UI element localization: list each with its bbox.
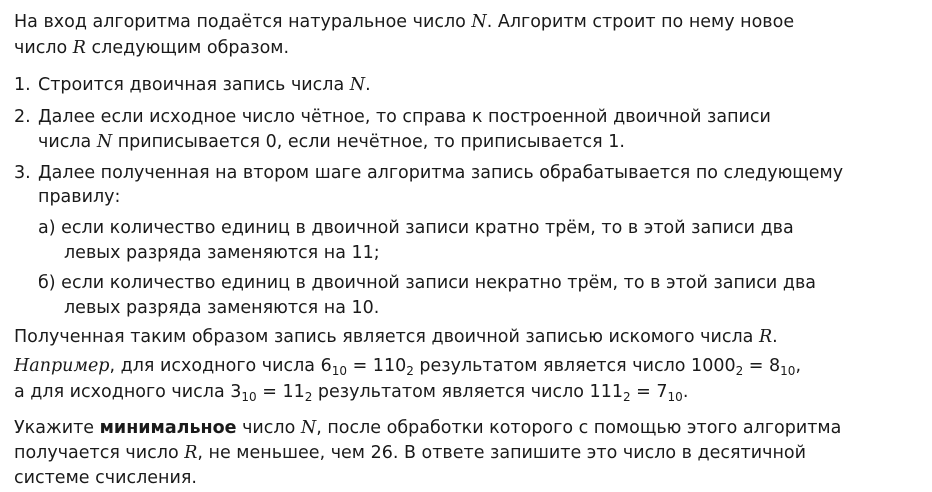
question-emphasis: минимальное <box>99 418 237 438</box>
rule-a-line-2: левых разряда заменяются на 11; <box>64 243 380 263</box>
intro-line-1: На вход алгоритма подаётся натуральное число N. Алгоритм строит по нему новое <box>14 12 795 32</box>
question-line-1: Укажите минимальное число N, после обработки которого с помощью этого алгоритма <box>14 418 842 438</box>
step-2-line-2: числа N приписывается 0, если нечётное, то приписывается 1. <box>38 132 625 152</box>
example-line-2: а для исходного числа $3_{10} = 11_2$ результатом является число $111_2 = 7_{10}$. <box>14 382 689 404</box>
rule-b-line-2: левых разряда заменяются на 10. <box>64 298 380 318</box>
rule-a-line-1: а) если количество единиц в двоичной записи кратно трём, то в этой записи два <box>38 218 794 238</box>
example-lead: Например <box>14 356 110 376</box>
question-line-3: системе счисления. <box>14 468 197 488</box>
step-3-line-2: правилу: <box>38 187 121 207</box>
step-2-line-1: Далее если исходное число чётное, то справа к построенной двоичной записи <box>38 107 771 127</box>
step-3-number: 3. <box>14 163 31 183</box>
step-3-line-1: Далее полученная на втором шаге алгоритма запись обрабатывается по следующему <box>38 163 844 183</box>
step-1-text: Строится двоичная запись числа N. <box>38 75 371 95</box>
intro-line-2: число R следующим образом. <box>14 38 290 58</box>
question-line-2: получается число R, не меньшее, чем 26. В ответе запишите это число в десятичной <box>14 443 806 463</box>
rule-b-line-1: б) если количество единиц в двоичной записи некратно трём, то в этой записи два <box>38 273 816 293</box>
result-line: Полученная таким образом запись является двоичной записью искомого числа R. <box>14 327 778 347</box>
step-2-number: 2. <box>14 107 31 127</box>
step-1-number: 1. <box>14 75 31 95</box>
example-line-1: Например, для исходного числа $6_{10} = 110_2$ результатом является число $1000_2 = 8_{10}$, <box>14 356 802 378</box>
